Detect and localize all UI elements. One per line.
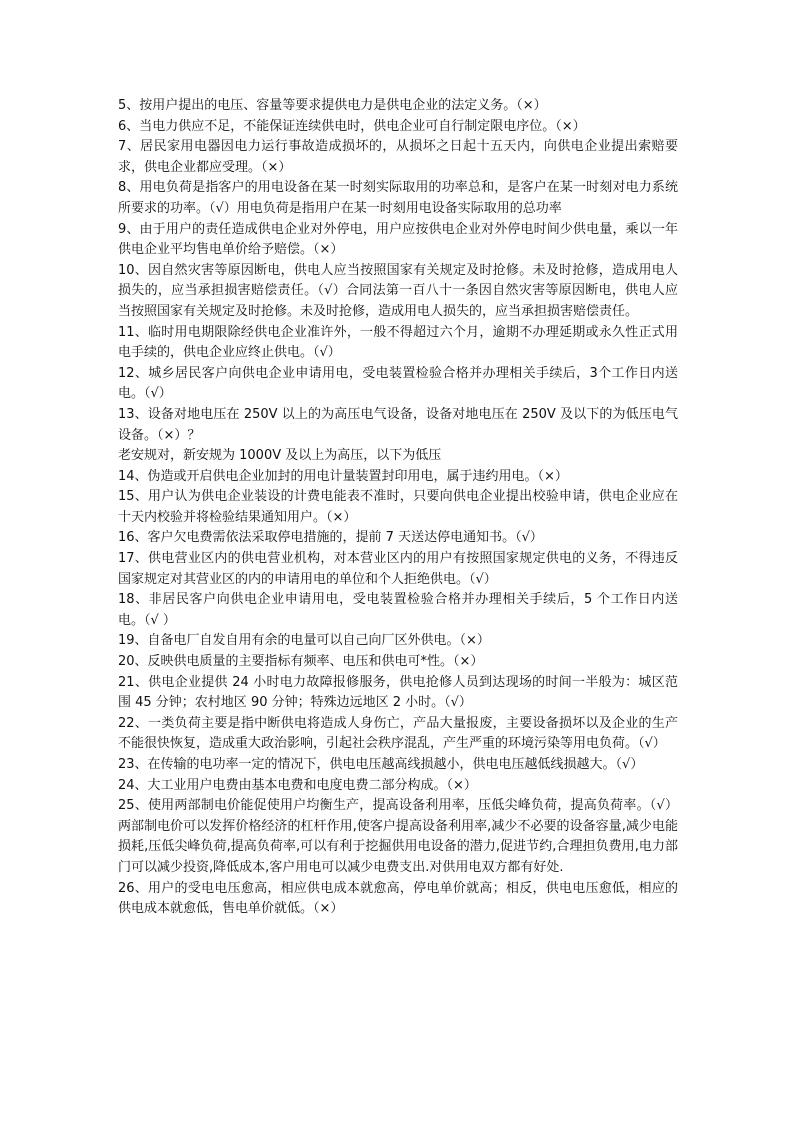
question-20: 20、反映供电质量的主要指标有频率、电压和供电可*性。（×） <box>118 654 484 670</box>
document-body <box>118 96 678 920</box>
question-9: 9、由于用户的责任造成供电企业对外停电，用户应按供电企业对外停电时间少供电量，乘以一年供电企业平均售电单价给予赔偿。（×） <box>118 221 678 258</box>
question-14: 14、伪造或开启供电企业加封的用电计量装置封印用电，属于违约用电。（×） <box>118 468 568 484</box>
question-18: 18、非居民客户向供电企业申请用电，受电装置检验合格并办理相关手续后，5 个工作日内送电。（√ ） <box>118 592 678 628</box>
question-22: 22、一类负荷主要是指中断供电将造成人身伤亡，产品大量报废，主要设备损坏以及企业的生产不能很快恢复，造成重大政治影响，引起社会秩序混乱，产生严重的环境污染等用电负荷。（√） <box>118 715 678 752</box>
question-24: 24、大工业用户电费由基本电费和电度电费二部分构成。（×） <box>118 777 477 793</box>
question-16: 16、客户欠电费需依法采取停电措施的，提前 7 天送达停电通知书。（√） <box>118 530 543 546</box>
question-12: 12、城乡居民客户向供电企业申请用电，受电装置检验合格并办理相关手续后，3个工作日内送电。（√） <box>118 365 678 402</box>
question-19: 19、自备电厂自发自用有余的电量可以自己向厂区外供电。（×） <box>118 633 490 649</box>
question-26: 26、用户的受电电压愈高，相应供电成本就愈高，停电单价就高；相反，供电电压愈低，相应的供电成本就愈低，售电单价就低。（×） <box>118 880 678 917</box>
question-17: 17、供电营业区内的供电营业机构，对本营业区内的用户有按照国家规定供电的义务，不得违反国家规定对其营业区的内的申请用电的单位和个人拒绝供电。（√） <box>118 551 678 587</box>
question-25: 25、使用两部制电价能促使用户均衡生产，提高设备利用率，压低尖峰负荷，提高负荷率。（√）两部制电价可以发挥价格经济的杠杆作用,使客户提高设备利用率,减少不必要的设备容量,减少电能损耗,压低尖峰负荷,提高负荷率,可以有利于挖掘供用电设备的潜力,促进节约,合理担负费用,电力部门可以减少投资,降低成本,客户用电可以减少电费支出.对供用电双方都有好处. <box>118 798 678 875</box>
question-21: 21、供电企业提供 24 小时电力故障报修服务，供电抢修人员到达现场的时间一半般为：城区范围 45 分钟；农村地区 90 分钟；特殊边远地区 2 小时。（√） <box>118 674 678 711</box>
question-8: 8、用电负荷是指客户的用电设备在某一时刻实际取用的功率总和，是客户在某一时刻对电力系统所要求的功率。（√）用电负荷是指用户在某一时刻用电设备实际取用的总功率 <box>118 180 678 216</box>
question-7: 7、居民家用电器因电力运行事故造成损坏的，从损坏之日起十五天内，向供电企业提出索赔要求，供电企业都应受理。（×） <box>118 139 678 175</box>
question-10: 10、因自然灾害等原因断电，供电人应当按照国家有关规定及时抢修。未及时抢修，造成用电人损失的，应当承担损害赔偿责任。（√）合同法第一百八十一条因自然灾害等原因断电，供电人应当按照国家有关规定及时抢修。未及时抢修，造成用电人损失的，应当承担损害赔偿责任。 <box>118 262 678 319</box>
question-5: 5、按用户提出的电压、容量等要求提供电力是供电企业的法定义务。（×） <box>118 98 547 113</box>
question-15: 15、用户认为供电企业装设的计费电能表不准时，只要向供电企业提出校验申请，供电企业应在十天内校验并将检验结果通知用户。（×） <box>118 489 678 525</box>
question-23: 23、在传输的电功率一定的情况下，供电电压越高线损越小，供电电压越低线损越大。（√） <box>118 757 644 772</box>
question-13: 13、设备对地电压在 250V 以上的为高压电气设备，设备对地电压在 250V 及以下的为低压电气设备。（×）？ <box>118 406 678 443</box>
question-11: 11、临时用电期限除经供电企业准许外，一般不得超过六个月，逾期不办理延期或永久性正式用电手续的，供电企业应终止供电。（√） <box>118 324 678 361</box>
question-13-note: 老安规对，新安规为 1000V 及以上为高压，以下为低压 <box>118 448 442 464</box>
question-6: 6、当电力供应不足，不能保证连续供电时，供电企业可自行制定限电序位。（×） <box>118 118 586 134</box>
